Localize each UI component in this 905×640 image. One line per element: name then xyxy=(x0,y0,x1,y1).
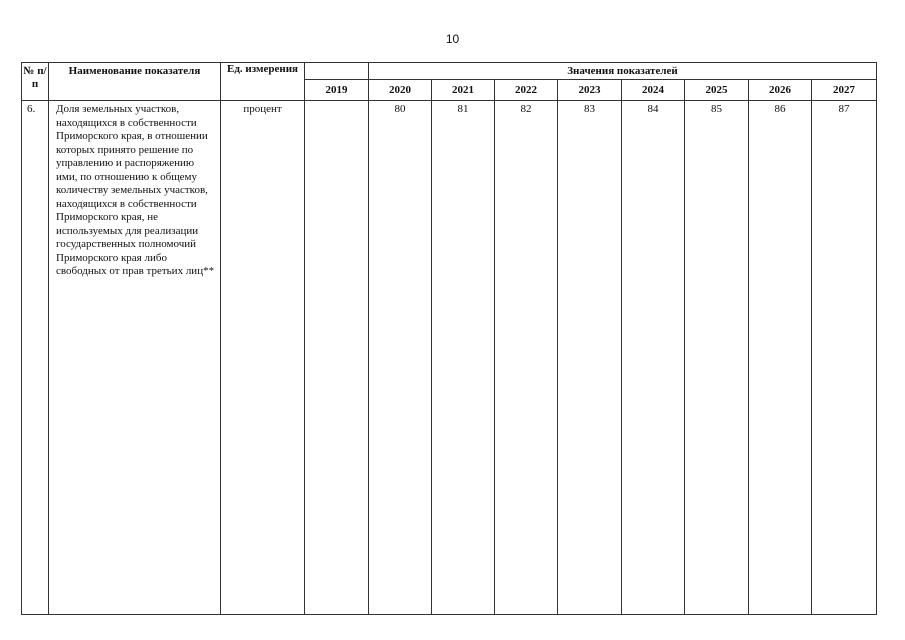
table-row xyxy=(22,101,877,615)
header-year: 2024 xyxy=(622,80,685,101)
row-value: 80 xyxy=(369,101,432,615)
row-value: 83 xyxy=(558,101,622,615)
row-num: 6. xyxy=(22,101,49,615)
row-value: 81 xyxy=(432,101,495,615)
row-indicator-name: Доля земельных участков, находящихся в собственности Приморского края, в отношении которых принято решение по управлению и распоряжению ими, по отношению к общему количеству земельных участков, находящихся в собственности Приморского края, не используемых для реализации государственных полномочий Приморского края либо свободных от прав третьих лиц** xyxy=(49,101,221,615)
header-year: 2027 xyxy=(812,80,877,101)
header-year: 2020 xyxy=(369,80,432,101)
header-year: 2026 xyxy=(749,80,812,101)
header-year: 2019 xyxy=(305,80,369,101)
page-number: 10 xyxy=(445,32,460,46)
header-values-group: Значения показателей xyxy=(369,63,877,80)
header-empty xyxy=(305,63,369,80)
row-value: 82 xyxy=(495,101,558,615)
header-year: 2022 xyxy=(495,80,558,101)
header-unit: Ед. измерения xyxy=(221,63,305,101)
header-year: 2023 xyxy=(558,80,622,101)
row-value: 86 xyxy=(749,101,812,615)
row-value: 84 xyxy=(622,101,685,615)
row-unit: процент xyxy=(221,101,305,615)
indicators-table xyxy=(21,62,877,615)
row-value xyxy=(305,101,369,615)
header-num: № п/п xyxy=(22,63,49,101)
header-year: 2021 xyxy=(432,80,495,101)
row-value: 85 xyxy=(685,101,749,615)
header-year: 2025 xyxy=(685,80,749,101)
row-value: 87 xyxy=(812,101,877,615)
header-name: Наименование показателя xyxy=(49,63,221,101)
